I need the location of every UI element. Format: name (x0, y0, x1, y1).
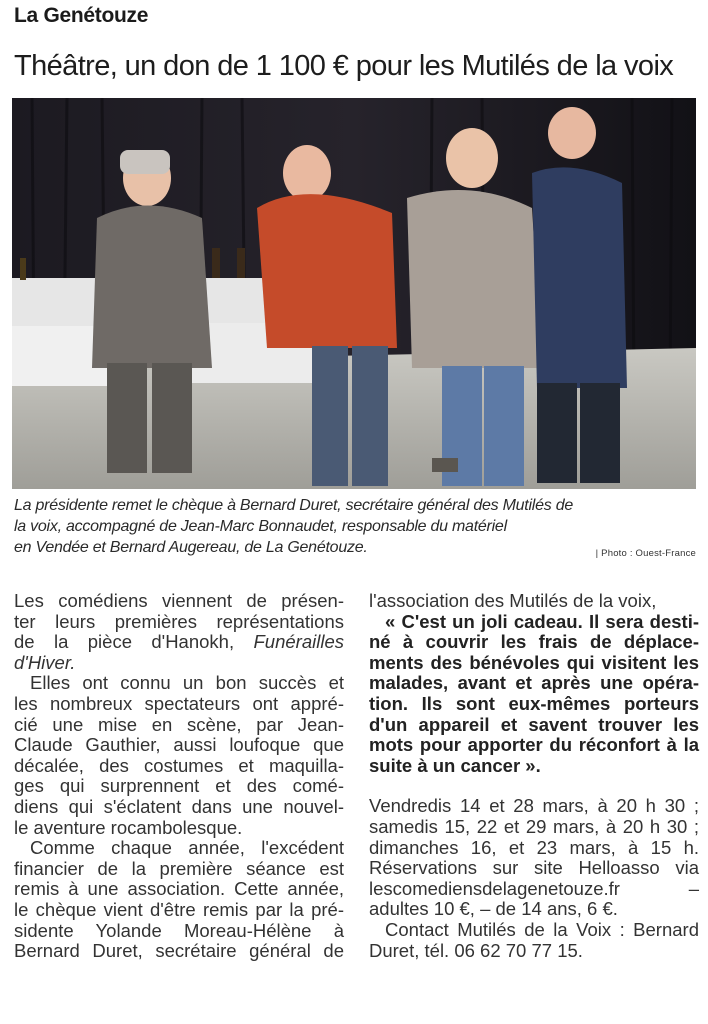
paragraph (14, 591, 344, 673)
caption-line: en Vendée et Bernard Augereau, de La Genétouze. (14, 539, 368, 556)
text-line: sidente Yolande Moreau-Hélène à (14, 919, 344, 941)
website-line: lescomediensdelagenetouze.fr – (369, 877, 699, 899)
contact-line: Contact Mutilés de la Voix : Bernard (385, 918, 699, 940)
text-run: de la pièce d'Hanokh, (14, 631, 254, 653)
caption-line: La présidente remet le chèque à Bernard Duret, secrétaire général des Mutilés de (14, 497, 573, 514)
quote-line: né à couvrir les frais de déplace- (369, 631, 699, 653)
text-line: financier de la première séance est (14, 857, 344, 879)
text-line: le chèque vient d'être remis par la pré- (14, 898, 344, 920)
location-label: La Genétouze (14, 4, 149, 27)
schedule-line: Réservations sur site Helloasso via (369, 857, 699, 879)
article-photo (12, 98, 696, 489)
contact-line: Duret, tél. 06 62 70 77 15. (369, 939, 583, 961)
schedule-line: adultes 10 €, – de 14 ans, 6 €. (369, 898, 618, 920)
play-title-end: d'Hiver. (14, 651, 76, 673)
text-line: Claude Gauthier, aussi loufoque que (14, 734, 344, 756)
text-line: cié une mise en scène, par Jean- (14, 713, 344, 735)
schedule-line: Vendredis 14 et 28 mars, à 20 h 30 ; (369, 795, 699, 817)
quote-line: ments des bénévoles qui visitent les (369, 651, 699, 673)
article-column-left (14, 591, 344, 962)
quote-line: mots pour apporter du réconfort à la (369, 734, 699, 756)
paragraph (369, 591, 699, 612)
text-line: Elles ont connu un bon succès et (30, 672, 344, 694)
article-column-right (369, 591, 699, 961)
headline: Théâtre, un don de 1 100 € pour les Mutilés de la voix (14, 50, 674, 82)
text-line: ter leurs premières représentations (14, 610, 344, 632)
caption-line: la voix, accompagné de Jean-Marc Bonnaudet, responsable du matériel (14, 518, 507, 535)
quote-line: « C'est un joli cadeau. Il sera desti- (385, 610, 699, 632)
text-line: diens qui s'éclatent dans une nouvel- (14, 795, 344, 817)
text-line: remis à une association. Cette année, (14, 878, 344, 900)
text-line: l'association des Mutilés de la voix, (369, 590, 657, 611)
quote-line: malades, avant et après une opéra- (369, 672, 699, 694)
text-line: Comme chaque année, l'excédent (30, 837, 344, 859)
text-line: décalée, des costumes et maquilla- (14, 754, 344, 776)
text-line: les nombreux spectateurs ont appré- (14, 692, 344, 714)
paragraph (14, 838, 344, 962)
text-line: ges qui surprennent et des comé- (14, 775, 344, 797)
quote-line: d'un appareil et savent trouver les (369, 713, 699, 735)
schedule-line: dimanches 16, et 23 mars, à 15 h. (369, 836, 699, 858)
contact (369, 920, 699, 961)
text-line: Bernard Duret, secrétaire général de (14, 940, 344, 962)
text-line: Les comédiens viennent de présen- (14, 590, 344, 611)
schedule-line: samedis 15, 22 et 29 mars, à 20 h 30 ; (369, 815, 699, 837)
text-line (14, 632, 344, 653)
paragraph (14, 673, 344, 838)
text-line: le aventure rocambolesque. (14, 816, 243, 838)
schedule (369, 796, 699, 920)
photo-credit: | Photo : Ouest-France (595, 548, 696, 559)
quote-line: tion. Ils sont eux-mêmes porteurs (369, 692, 699, 714)
play-title: Funérailles (253, 631, 344, 653)
quote-line: suite à un cancer ». (369, 754, 541, 776)
quote (369, 612, 699, 777)
